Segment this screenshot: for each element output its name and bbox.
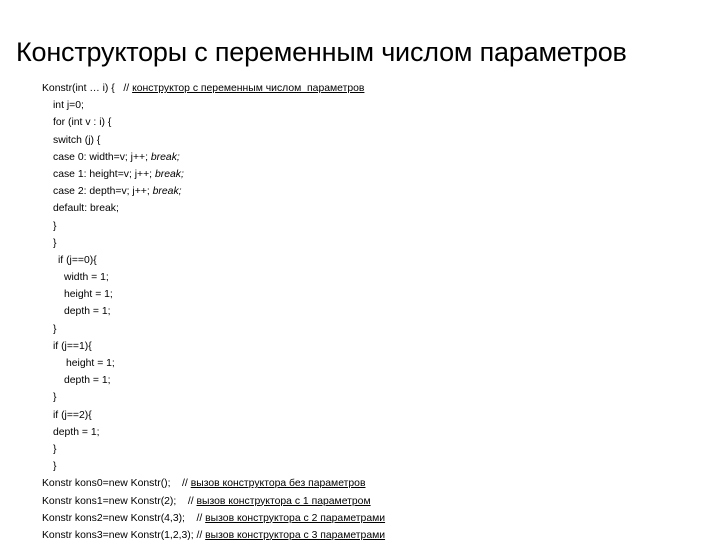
code-line: depth = 1; xyxy=(53,426,100,438)
code-line: height = 1; xyxy=(66,358,115,369)
code-line: } xyxy=(53,443,57,455)
code-line: if (j==0){ xyxy=(58,254,97,266)
code-line: } xyxy=(53,323,57,335)
code-line: int j=0; xyxy=(53,100,84,112)
code-text: Konstr kons0=new Konstr(); // xyxy=(42,478,191,490)
slide-title: Конструкторы с переменным числом параметров xyxy=(16,37,627,67)
code-line xyxy=(42,149,712,166)
code-comment: вызов конструктора с 2 параметрами xyxy=(205,512,386,524)
code-block xyxy=(42,80,712,544)
code-line-call-kons1 xyxy=(42,493,712,510)
code-line-call-kons2 xyxy=(42,510,712,527)
code-line: default: break; xyxy=(53,203,119,215)
code-comment: вызов конструктора с 3 параметрами xyxy=(205,529,386,541)
code-line-call-kons3 xyxy=(42,527,712,544)
code-text: case 1: height=v; j++; xyxy=(53,168,155,180)
code-line xyxy=(42,166,712,183)
code-keyword: break; xyxy=(152,186,182,198)
code-line: } xyxy=(53,392,57,404)
code-line: height = 1; xyxy=(64,289,113,301)
code-line: for (int v : i) { xyxy=(53,117,112,129)
code-text: Konstr kons2=new Konstr(4,3); // xyxy=(42,512,206,524)
code-comment: вызов конструктора без параметров xyxy=(190,478,366,490)
code-line: } xyxy=(53,237,57,249)
code-line: switch (j) { xyxy=(53,134,101,146)
code-line: depth = 1; xyxy=(64,306,111,318)
code-line: } xyxy=(53,220,57,232)
code-line: depth = 1; xyxy=(64,375,111,387)
code-line: width = 1; xyxy=(64,272,109,284)
code-text: Konstr kons3=new Konstr(1,2,3); // xyxy=(42,529,206,541)
code-text: case 2: depth=v; j++; xyxy=(53,186,153,198)
code-line-constructor-signature xyxy=(42,80,712,97)
code-comment: конструктор с переменным числом параметров xyxy=(132,83,365,94)
code-keyword: break; xyxy=(154,168,184,180)
code-line-call-kons0 xyxy=(42,475,712,492)
code-text: case 0: width=v; j++; xyxy=(53,151,151,163)
code-comment: вызов конструктора с 1 параметром xyxy=(196,495,371,507)
code-line: } xyxy=(53,461,57,473)
code-text: Konstr(int … i) { // xyxy=(42,83,133,94)
code-line xyxy=(42,183,712,200)
code-line: if (j==2){ xyxy=(53,409,92,421)
code-keyword: break; xyxy=(150,151,180,163)
code-text: Konstr kons1=new Konstr(2); // xyxy=(42,495,197,507)
code-line: if (j==1){ xyxy=(53,340,92,352)
